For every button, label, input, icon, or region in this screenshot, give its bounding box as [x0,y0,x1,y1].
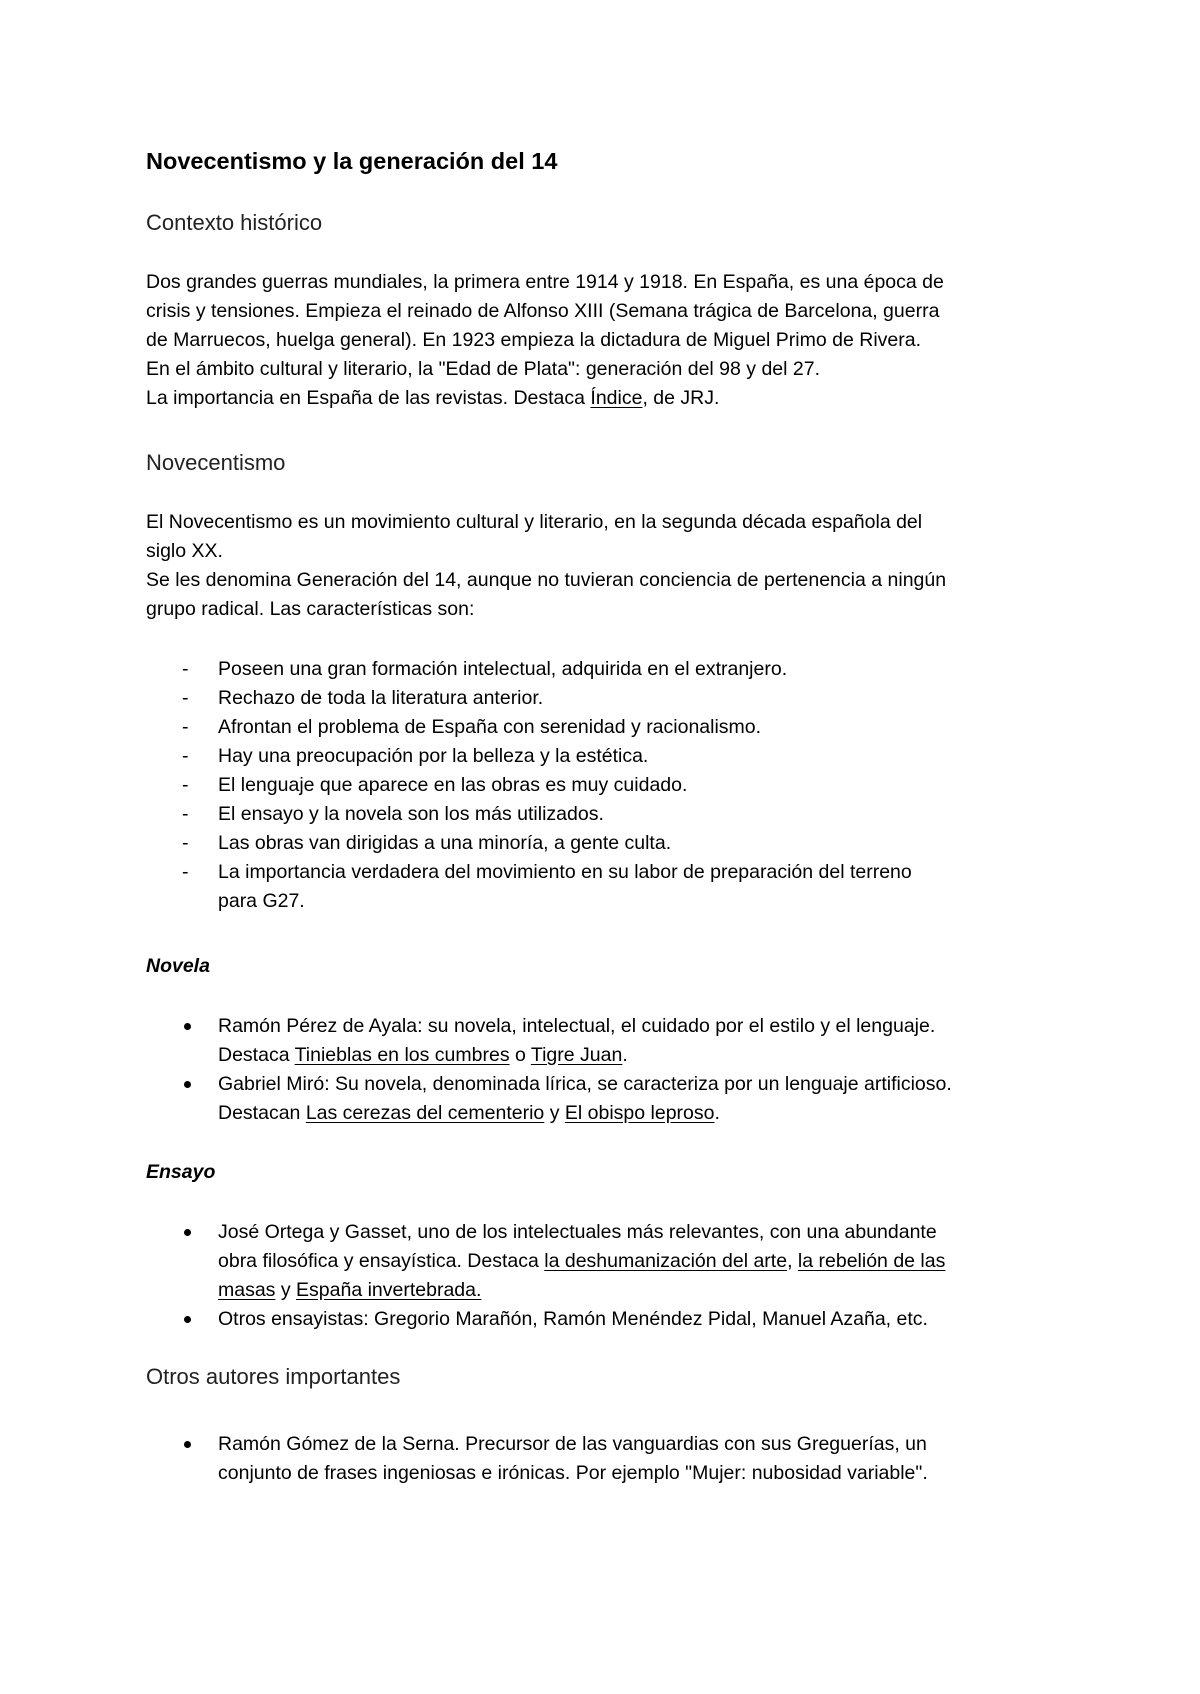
dash-marker: - [182,861,189,883]
list-item-text: Las obras van dirigidas a una minoría, a gente culta. [218,832,672,854]
list-item-text: José Ortega y Gasset, uno de los intelectuales más relevantes, con una abundante [218,1221,937,1243]
text-segment: La importancia en España de las revistas. Destaca [146,387,591,409]
list-item [146,1070,1076,1128]
bullet-icon [184,1316,191,1323]
text-segment: Destacan [218,1102,306,1124]
list-item-text: conjunto de frases ingeniosas e irónicas. Por ejemplo "Mujer: nubosidad variable". [218,1462,928,1484]
list-item-text: Ramón Gómez de la Serna. Precursor de las vanguardias con sus Greguerías, un [218,1433,927,1455]
list-item [146,713,1076,742]
novela-list [146,1012,1076,1128]
text-line: Dos grandes guerras mundiales, la primera entre 1914 y 1918. En España, es una época de [146,271,944,293]
bullet-icon [184,1081,191,1088]
list-item [146,1012,1076,1070]
caracteristicas-list [146,655,1076,916]
list-item [146,858,1076,916]
list-item-text: Rechazo de toda la literatura anterior. [218,687,544,709]
document-title: Novecentismo y la generación del 14 [146,148,558,174]
text-line [146,384,1076,413]
work-title: España invertebrada. [296,1279,482,1301]
list-item-text: El ensayo y la novela son los más utilizados. [218,803,604,825]
list-item-text [218,1276,1076,1305]
list-item-text: Poseen una gran formación intelectual, adquirida en el extranjero. [218,658,788,680]
dash-marker: - [182,745,189,767]
list-item [146,829,1076,858]
work-title: Las cerezas del cementerio [305,1102,545,1124]
heading-contexto-historico: Contexto histórico [146,210,323,235]
heading-otros-autores: Otros autores importantes [146,1364,401,1389]
list-item-text [218,1247,1076,1276]
text-line: El Novecentismo es un movimiento cultural y literario, en la segunda década española del [146,511,923,533]
dash-marker: - [182,658,189,680]
list-item [146,1305,1076,1334]
text-segment: y [544,1102,565,1124]
work-title: la rebelión de las [797,1250,946,1272]
contexto-paragraph [146,268,1076,413]
list-item [146,800,1076,829]
dash-marker: - [182,716,189,738]
text-line: grupo radical. Las características son: [146,598,475,620]
list-item-text: Gabriel Miró: Su novela, denominada lírica, se caracteriza por un lenguaje artificioso. [218,1073,952,1095]
dash-marker: - [182,774,189,796]
list-item-text [218,1099,1076,1128]
list-item-text: El lenguaje que aparece en las obras es muy cuidado. [218,774,688,796]
text-line: de Marruecos, huelga general). En 1923 empieza la dictadura de Miguel Primo de Rivera. [146,329,922,351]
list-item-text [218,1041,1076,1070]
list-item-text: Otros ensayistas: Gregorio Marañón, Ramón Menéndez Pidal, Manuel Azaña, etc. [218,1308,928,1330]
work-title: El obispo leproso [564,1102,715,1124]
bullet-icon [184,1023,191,1030]
bullet-icon [184,1441,191,1448]
work-title-indice: Índice [590,387,643,409]
text-line: Se les denomina Generación del 14, aunque no tuvieran conciencia de pertenencia a ningún [146,569,947,591]
work-title: masas [218,1279,276,1301]
list-item [146,742,1076,771]
work-title: Tinieblas en los cumbres [294,1044,510,1066]
text-segment: . [714,1102,720,1124]
bullet-icon [184,1229,191,1236]
text-segment: , de JRJ. [642,387,720,409]
otros-list [146,1430,1076,1488]
text-line: En el ámbito cultural y literario, la "Edad de Plata": generación del 98 y del 27. [146,358,820,380]
dash-marker: - [182,803,189,825]
list-item-text: para G27. [218,890,305,912]
text-line: siglo XX. [146,540,223,562]
heading-novela: Novela [146,955,210,977]
novecentismo-paragraph [146,508,1076,624]
text-segment: y [275,1279,297,1301]
work-title: Tigre Juan [530,1044,623,1066]
list-item [146,1218,1076,1305]
text-segment: . [622,1044,628,1066]
dash-marker: - [182,832,189,854]
work-title: la deshumanización del arte [544,1250,788,1272]
ensayo-list [146,1218,1076,1334]
text-segment: obra filosófica y ensayística. Destaca [218,1250,545,1272]
list-item [146,684,1076,713]
text-segment: o [509,1044,531,1066]
list-item-text: Ramón Pérez de Ayala: su novela, intelectual, el cuidado por el estilo y el lenguaje. [218,1015,936,1037]
list-item-text: Hay una preocupación por la belleza y la estética. [218,745,649,767]
heading-novecentismo: Novecentismo [146,450,286,475]
text-segment: , [787,1250,798,1272]
list-item [146,655,1076,684]
list-item-text: La importancia verdadera del movimiento en su labor de preparación del terreno [218,861,912,883]
list-item [146,771,1076,800]
text-line: crisis y tensiones. Empieza el reinado de Alfonso XIII (Semana trágica de Barcelona, guerra [146,300,940,322]
heading-ensayo: Ensayo [146,1161,216,1183]
list-item [146,1430,1076,1488]
list-item-text: Afrontan el problema de España con serenidad y racionalismo. [218,716,762,738]
dash-marker: - [182,687,189,709]
text-segment: Destaca [218,1044,295,1066]
